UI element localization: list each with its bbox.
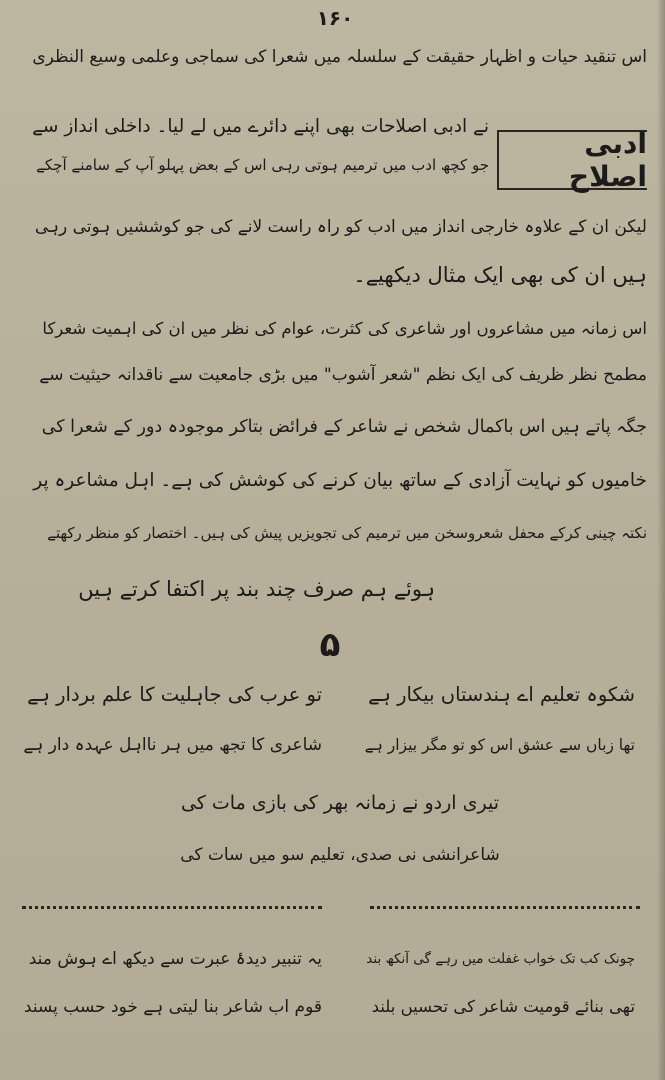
stanza-number: ۵ [319,625,341,665]
verse-line: یہ تنبیر دیدۂ عبرت سے دیکھ اے ہوش مند [28,949,322,969]
verse-line: تھی بنائے قومیت شاعر کی تحسیں بلند [371,997,635,1016]
verse-line: شاعری کا تجھ میں ہر نااہل عہدہ دار ہے [23,735,322,755]
page-number: ۱۶۰ [316,6,354,30]
section-heading: ادبی اصلاح [568,127,647,193]
paragraph-line: ہوئے ہم صرف چند بند پر اکتفا کرتے ہیں [78,577,435,601]
paragraph-line: جو کچھ ادب میں ترمیم ہوتی رہی اس کے بعض پہلو آپ کے سامنے آچکے [36,156,489,174]
verse-line: چونک کب تک خواب غفلت میں رہے گی آنکھ بند [366,951,635,967]
dotted-separator [370,906,640,909]
verse-line: تو عرب کی جاہلیت کا علم بردار ہے [27,683,322,706]
paragraph-line: جگہ پاتے ہیں اس باکمال شخص نے شاعر کے فرائض بتاکر موجودہ دور کے شعرا کی [41,417,647,437]
paragraph-line: ہیں ان کی بھی ایک مثال دیکھیے۔ [353,263,647,287]
section-heading-box [497,127,647,193]
verse-line: تھا زباں سے عشق اس کو تو مگر بیزار ہے [364,736,635,754]
paragraph-line: لیکن ان کے علاوہ خارجی انداز میں ادب کو راہ راست لانے کی جو کوششیں ہوتی رہی [34,217,647,237]
verse-line: قوم اب شاعر بنا لیتی ہے خود حسب پسند [23,997,322,1017]
verse-line: شاعرانشی نی صدی، تعلیم سو میں سات کی [180,845,500,865]
paragraph-line: اس زمانہ میں مشاعروں اور شاعری کی کثرت، عوام کی نظر میں ان کی اہمیت شعرکا [42,319,647,338]
paragraph-line: اس تنقید حیات و اظہار حقیقت کے سلسلہ میں شعرا کی سماجی وعلمی وسیع النظری [32,47,647,67]
paragraph-line: خامیوں کو نہایت آزادی کے ساتھ بیان کرنے کی کوشش کی ہے۔ اہل مشاعرہ پر [33,470,647,491]
verse-line: شکوہ تعلیم اے ہندستاں بیکار ہے [368,683,635,706]
dotted-separator [22,906,322,909]
page-edge-shadow [657,0,665,1080]
paragraph-line: نکتہ چینی کرکے محفل شعروسخن میں ترمیم کی تجویزیں پیش کی ہیں۔ اختصار کو منظر رکھتے [47,524,647,542]
paragraph-line: نے ادبی اصلاحات بھی اپنے دائرے میں لے لیا۔ داخلی انداز سے [32,116,489,137]
verse-line: تیری اردو نے زمانہ بھر کی بازی مات کی [180,792,500,814]
paragraph-line: مطمح نظر ظریف کی ایک نظم "شعر آشوب" میں بڑی جامعیت سے ناقدانہ حیثیت سے [39,365,647,385]
